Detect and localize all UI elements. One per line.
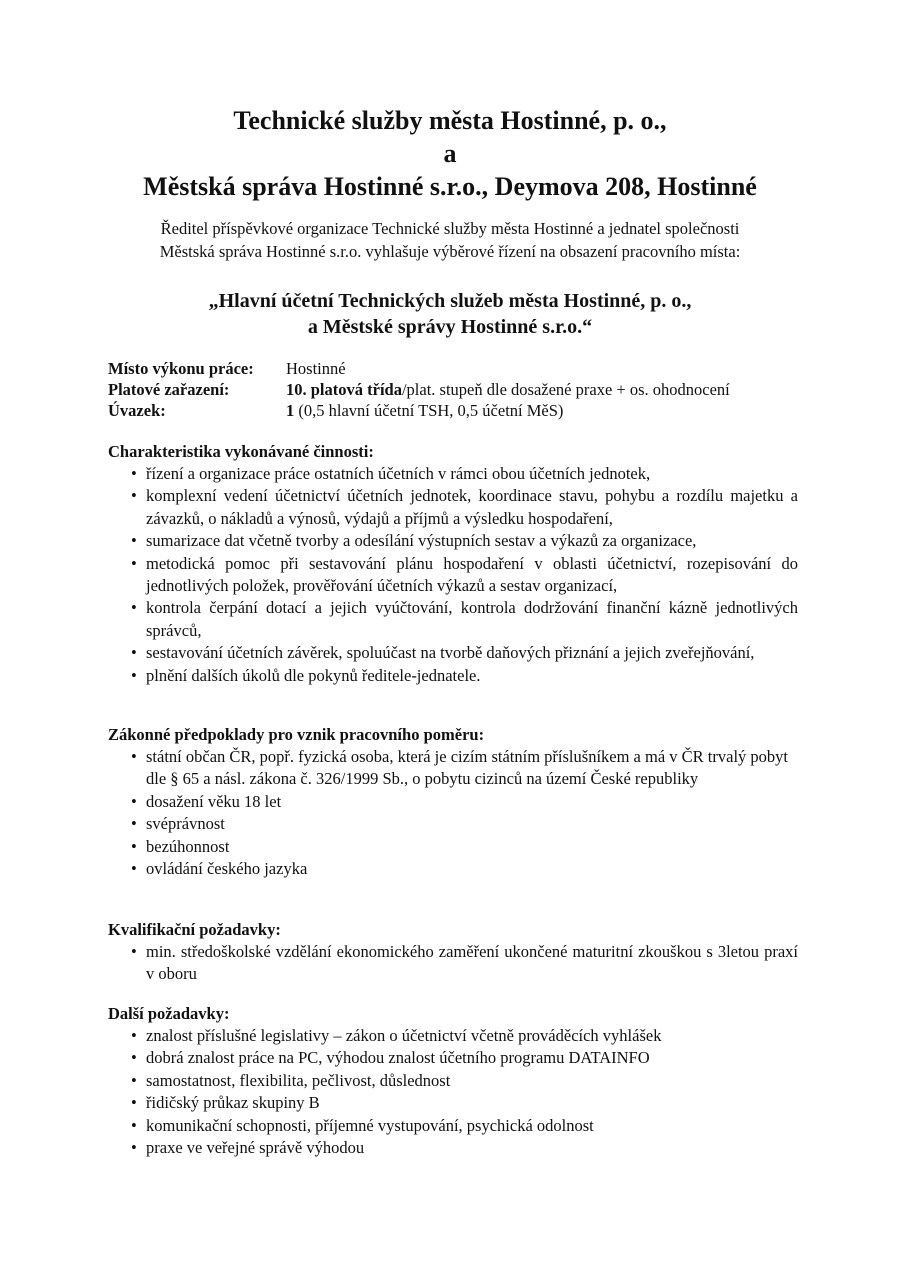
bullet-list [108, 746, 798, 880]
bullet-icon: • [131, 859, 137, 879]
header-line-3: Městská správa Hostinné s.r.o., Deymova 208, Hostinné [143, 172, 757, 201]
bullet-icon: • [131, 531, 137, 551]
list-item [108, 665, 798, 687]
position-title-line-1: „Hlavní účetní Technických služeb města Hostinné, p. o., [208, 290, 692, 312]
list-item-text: bezúhonnost [146, 836, 230, 856]
header-line-1: Technické služby města Hostinné, p. o., [233, 106, 667, 135]
list-item-text: řízení a organizace práce ostatních účetních v rámci obou účetních jednotek, [146, 464, 651, 483]
list-item-text: řidičský průkaz skupiny B [146, 1093, 320, 1113]
bullet-icon: • [131, 464, 137, 483]
header-line-2: a [443, 139, 457, 168]
list-item-text: sumarizace dat včetně tvorby a odesílání výstupních sestav a výkazů za organizace, [146, 531, 697, 551]
intro-paragraph [0, 217, 900, 263]
section-legal-requirements [108, 724, 798, 880]
list-item-text: komunikační schopnosti, příjemné vystupování, psychická odolnost [146, 1115, 594, 1135]
detail-value [286, 379, 730, 400]
list-item [108, 1047, 798, 1069]
detail-row-location [108, 358, 730, 379]
list-item [108, 941, 798, 986]
list-item [108, 1070, 798, 1092]
position-title-line-2: a Městské správy Hostinné s.r.o.“ [307, 316, 593, 338]
bullet-icon: • [131, 486, 137, 506]
detail-key: Úvazek: [108, 401, 166, 420]
detail-value-text: Hostinné [286, 359, 346, 378]
list-item-text: kontrola čerpání dotací a jejich vyúčtování, kontrola dodržování finanční kázně jednotlivých správců, [146, 598, 798, 640]
section-title: Kvalifikační požadavky: [108, 920, 281, 939]
detail-key: Místo výkonu práce: [108, 359, 254, 378]
list-item-text: státní občan ČR, popř. fyzická osoba, která je cizím státním příslušníkem a má v ČR trvalý pobyt dle § 65 a násl. zákona č. 326/1999 Sb., o pobytu cizinců na území České republiky [146, 747, 788, 789]
bullet-icon: • [131, 747, 137, 766]
list-item-text: samostatnost, flexibilita, pečlivost, důslednost [146, 1070, 451, 1090]
list-item [108, 1092, 798, 1114]
intro-line-2: Městská správa Hostinné s.r.o. vyhlašuje výběrové řízení na obsazení pracovního místa: [159, 242, 741, 261]
list-item-text: dosažení věku 18 let [146, 791, 282, 811]
detail-value [286, 400, 563, 421]
list-item-text: ovládání českého jazyka [146, 859, 308, 879]
list-item-text: znalost příslušné legislativy – zákon o účetnictví včetně prováděcích vyhlášek [146, 1026, 662, 1045]
bullet-list [108, 1025, 798, 1159]
list-item [108, 858, 798, 880]
section-title: Charakteristika vykonávané činnosti: [108, 442, 374, 461]
bullet-list [108, 463, 798, 687]
list-item-text: sestavování účetních závěrek, spoluúčast na tvorbě daňových přiznání a jejich zveřejňování, [146, 643, 755, 663]
detail-value-text: (0,5 hlavní účetní TSH, 0,5 účetní MěS) [294, 401, 564, 420]
list-item [108, 813, 798, 835]
section-title: Další požadavky: [108, 1004, 230, 1023]
detail-value-bold: 1 [286, 401, 295, 420]
list-item [108, 597, 798, 642]
intro-line-1: Ředitel příspěvkové organizace Technické služby města Hostinné a jednatel společnosti [160, 219, 740, 238]
list-item-text: komplexní vedení účetnictví účetních jednotek, koordinace stavu, pohybu a rozdílu majetku a závazků, o nákladů a výnosů, výdajů a příjmů a výsledku hospodaření, [146, 486, 798, 528]
bullet-icon: • [131, 553, 137, 573]
list-item [108, 791, 798, 813]
bullet-icon: • [131, 942, 137, 961]
bullet-list [108, 941, 798, 986]
detail-key: Platové zařazení: [108, 380, 230, 399]
bullet-icon: • [131, 598, 137, 618]
list-item [108, 553, 798, 598]
list-item-text: min. středoškolské vzdělání ekonomického zaměření ukončené maturitní zkouškou s 3letou praxí v oboru [146, 942, 798, 984]
bullet-icon: • [131, 643, 137, 663]
detail-row-salary [108, 379, 730, 400]
section-qualifications [108, 919, 798, 986]
job-details [108, 358, 730, 421]
list-item [108, 836, 798, 858]
bullet-icon: • [131, 814, 137, 834]
list-item [108, 1025, 798, 1047]
section-activities [108, 441, 798, 687]
list-item [108, 530, 798, 552]
section-other-requirements [108, 1003, 798, 1159]
list-item [108, 463, 798, 485]
list-item-text: dobrá znalost práce na PC, výhodou znalost účetního programu DATAINFO [146, 1048, 650, 1068]
list-item [108, 485, 798, 530]
list-item-text: svéprávnost [146, 814, 225, 834]
bullet-icon: • [131, 1093, 137, 1113]
list-item-text: praxe ve veřejné správě výhodou [146, 1138, 365, 1158]
detail-value [286, 358, 346, 379]
list-item-text: plnění dalších úkolů dle pokynů ředitele-jednatele. [146, 665, 481, 685]
bullet-icon: • [131, 791, 137, 811]
bullet-icon: • [131, 1138, 137, 1158]
detail-row-workload [108, 400, 730, 421]
detail-value-bold: 10. platová třída [286, 380, 402, 399]
bullet-icon: • [131, 665, 137, 685]
section-title: Zákonné předpoklady pro vznik pracovního poměru: [108, 725, 485, 744]
position-title [0, 288, 900, 340]
bullet-icon: • [131, 1070, 137, 1090]
bullet-icon: • [131, 1115, 137, 1135]
list-item-text: metodická pomoc při sestavování plánu hospodaření v oblasti účetnictví, rozepisování do jednotlivých položek, prověřování účetních výkazů a sestav organizací, [146, 553, 798, 596]
bullet-icon: • [131, 836, 137, 856]
list-item [108, 1137, 798, 1159]
detail-value-text: /plat. stupeň dle dosažené praxe + os. ohodnocení [401, 380, 730, 399]
list-item [108, 1115, 798, 1137]
list-item [108, 746, 798, 791]
bullet-icon: • [131, 1026, 137, 1045]
bullet-icon: • [131, 1048, 137, 1068]
list-item [108, 642, 798, 664]
document-header [0, 104, 900, 203]
